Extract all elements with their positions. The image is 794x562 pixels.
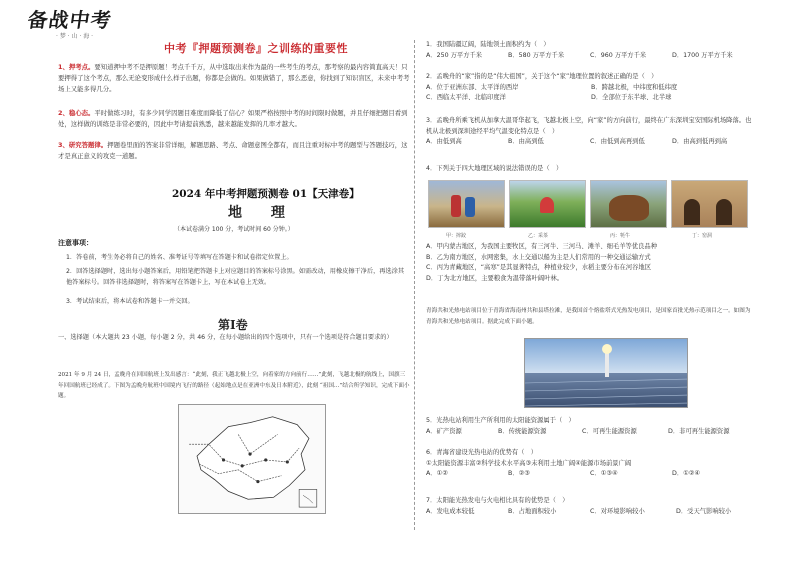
- volume-heading: 第Ⅰ卷: [218, 318, 248, 332]
- question-2: [426, 72, 756, 104]
- question-statement: ①太阳能资源丰富②科学技术水平高③未利用土地广阔④能源市场前景广阔: [426, 459, 632, 467]
- option-c[interactable]: C．可再生能源资源: [582, 427, 637, 435]
- option-c[interactable]: C．丙为青藏地区，“高寒”是其显著特点，种植业较少，水稻主要分布在河谷地区: [426, 264, 652, 271]
- option-b[interactable]: B．②③: [508, 470, 530, 477]
- option-a[interactable]: A．由低到高: [426, 138, 462, 145]
- question-7: [426, 496, 756, 517]
- question-stem: 5．光热电站利用生产所利用的太阳能资源属于（ ）: [426, 417, 575, 424]
- photo-caption: 甲：摔跤: [446, 233, 467, 239]
- question-4-options: [426, 242, 756, 284]
- option-c[interactable]: C．960 万平方千米: [590, 51, 647, 59]
- option-d[interactable]: D．①②④: [672, 470, 701, 477]
- option-c[interactable]: C．西临太平洋、北临印度洋: [426, 94, 506, 101]
- intro-note-text: 押题卷里面的答案非常详细，解题思路、考点、命题意图全都有，而且注重对标中考的题型与答题技巧，这才是真正意义的攻克一道题。: [58, 141, 408, 160]
- flight-route-map: [178, 404, 326, 514]
- photo-caption: 丙：牦牛: [610, 233, 631, 239]
- photo-yak: [590, 180, 667, 228]
- photo-caption: 丁：窑洞: [692, 233, 713, 239]
- option-b[interactable]: B．占地面积较小: [508, 507, 557, 515]
- option-c[interactable]: C．对环境影响较小: [590, 507, 645, 515]
- option-b[interactable]: B．跨越北极，中纬度和低纬度: [591, 83, 678, 91]
- question-stem: 2．孟晚舟的“家”指的是“伟大祖国”，关于这个“家”地理位置的叙述正确的是（ ）: [426, 73, 658, 80]
- attention-item: 2．回答选择题时，选出每小题答案后，用铅笔把答题卡上对应题目的答案标号涂黑。如需改动，用橡皮擦干净后，再选涂其他答案标号。回答非选择题时，将答案写在答题卡上，写在本试卷上无效。: [66, 268, 405, 286]
- attention-heading: 注意事项：: [58, 239, 93, 247]
- banner-title: 中考『押题预测卷』之训练的重要性: [164, 42, 348, 55]
- option-c[interactable]: C．由低到高再到低: [590, 138, 645, 145]
- option-a[interactable]: A．矿产资源: [426, 427, 462, 435]
- option-a[interactable]: A．发电成本较低: [426, 507, 475, 515]
- china-map-graphic: [179, 405, 325, 513]
- question-6: [426, 448, 756, 480]
- option-d[interactable]: D．丁为北方地区，主要粮食为温带落叶阔叶林。: [426, 274, 564, 282]
- logo-subtext: · 梦 · 山 · 海 ·: [56, 33, 94, 40]
- intro-note-2: [58, 108, 410, 130]
- question-options: [426, 137, 756, 148]
- intro-note-text: 要知道押中考不是押原题！考点千千万，从中选取出来作为最的一些考生的考点，那考察的最内容简直高天！只要押得了这个考点，那么无论变形成什么样子出题，你都是会做的。如果做错了，那么恶意，你找到了知识盲区，未来中考考场上又能多得几分。: [58, 63, 410, 93]
- attention-item: 3．考试结束后，将本试卷和答题卡一并交回。: [66, 298, 194, 305]
- option-d[interactable]: D．受天气影响较小: [676, 507, 732, 515]
- option-d[interactable]: D．由高到低再到高: [672, 138, 728, 145]
- logo-text: 备战中考: [26, 8, 114, 32]
- region-photo-row: [428, 180, 748, 236]
- exam-title: 2024 年中考押题预测卷 01【天津卷】: [172, 188, 360, 200]
- passage-2: 青海共和光热电站项目位于青海省海南州共和县塔拉滩，是我国首个熔盐塔式光热发电项目，是国家首批光热示范项目之一。如图为青海共和光热电站项目。据此完成下面小题。: [426, 308, 751, 325]
- question-stem: 7．太阳能光热发电与火电相比具有的优势是（ ）: [426, 497, 569, 504]
- question-options: [426, 93, 756, 104]
- column-divider: [414, 40, 415, 530]
- question-options: [426, 83, 756, 94]
- option-b[interactable]: B．传统能源资源: [498, 427, 547, 435]
- question-1: [426, 40, 756, 61]
- mcq-instructions: 一、选择题（本大题共 23 小题，每小题 2 分，共 46 分，在每小题给出的四个选项中，只有一个选项是符合题目要求的）: [58, 334, 393, 341]
- intro-note-text: 平时做练习时，有多少同学因题目难度而降低了信心？如果严格按照中考的时间限时做题，并且仔细把题目看到处，这样做的训练是非常必要的，因此中考请提前熟悉，越来越能发挥的几率才越大。: [58, 109, 408, 128]
- intro-note-label: 3、研究答题律。: [58, 141, 108, 149]
- option-a[interactable]: A．250 万平方千米: [426, 51, 483, 59]
- solar-plant-graphic: [525, 339, 688, 408]
- option-d[interactable]: D．非可再生能源资源: [668, 427, 730, 435]
- question-stem: 3．孟晚舟所乘飞机从加拿大温哥华起飞，飞越北极上空，向“家”的方向前行，最终在广东深圳宝安国际机场降落。也机从北极到深圳途经平均气温变化特点是（ ）: [426, 117, 752, 135]
- passage-1: 2021 年 9 月 24 日，孟晚舟在回国航班上发出感言：“此刻，我正飞越北极上空，向着家的方向前行……”此刻，飞越北极的航线上，国旗三年回国航班已经成了。下图为孟晚舟航班中国境内飞行的路径（起始地点是在亚洲中东及日本附近），此刻 “祖国…”结合所学知识，完成下面小题。: [58, 372, 410, 399]
- option-d[interactable]: D．全部位于东半球、北半球: [591, 94, 672, 101]
- option-b[interactable]: B．乙为南方地区，水网密集，水上交通以船为主是人们常用的一种交通运输方式: [426, 253, 651, 261]
- question-5: [426, 416, 756, 437]
- option-a[interactable]: A．位于亚洲东部、太平洋的西岸: [426, 83, 519, 91]
- question-3: [426, 116, 756, 148]
- solar-plant-photo: [524, 338, 688, 408]
- intro-note-label: 2、稳心态。: [58, 109, 95, 117]
- option-b[interactable]: B．由高到低: [508, 138, 544, 145]
- photo-tea-picking: [509, 180, 586, 228]
- question-stem: 6．青海省建设光热电站的优势有（ ）: [426, 449, 538, 456]
- option-b[interactable]: B．580 万平方千米: [508, 51, 565, 59]
- question-stem: 1．我国陆疆辽阔，陆地领土面积约为（ ）: [426, 41, 550, 48]
- question-options: [426, 507, 756, 518]
- option-a[interactable]: A．①②: [426, 470, 448, 477]
- attention-item: 1．答卷前，考生务必将自己的姓名、准考证号等填写在答题卡和试卷指定位置上。: [66, 254, 293, 261]
- question-4: [426, 164, 756, 175]
- question-stem: 4．下列关于四大地理区域的说法错误的是（ ）: [426, 165, 563, 172]
- photo-wrestling: [428, 180, 505, 228]
- question-options: [426, 51, 756, 62]
- question-options: [426, 427, 756, 438]
- question-options: [426, 469, 756, 480]
- intro-note-3: [58, 140, 410, 162]
- photo-cave-dwelling: [671, 180, 748, 228]
- brand-logo: [28, 4, 148, 40]
- subject-title: 地 理: [228, 205, 297, 221]
- option-a[interactable]: A．甲内蒙古地区，为我国主要牧区，有三河牛、三河马、滩羊、细毛羊等优良品种: [426, 243, 657, 250]
- option-d[interactable]: D．1700 万平方千米: [672, 51, 733, 59]
- intro-note-label: 1、押考点。: [58, 63, 95, 71]
- exam-info: （本试卷满分 100 分，考试时间 60 分钟。）: [174, 226, 294, 233]
- option-c[interactable]: C．①③④: [590, 470, 618, 477]
- intro-note-1: [58, 62, 410, 95]
- photo-caption: 乙：采茶: [528, 233, 549, 239]
